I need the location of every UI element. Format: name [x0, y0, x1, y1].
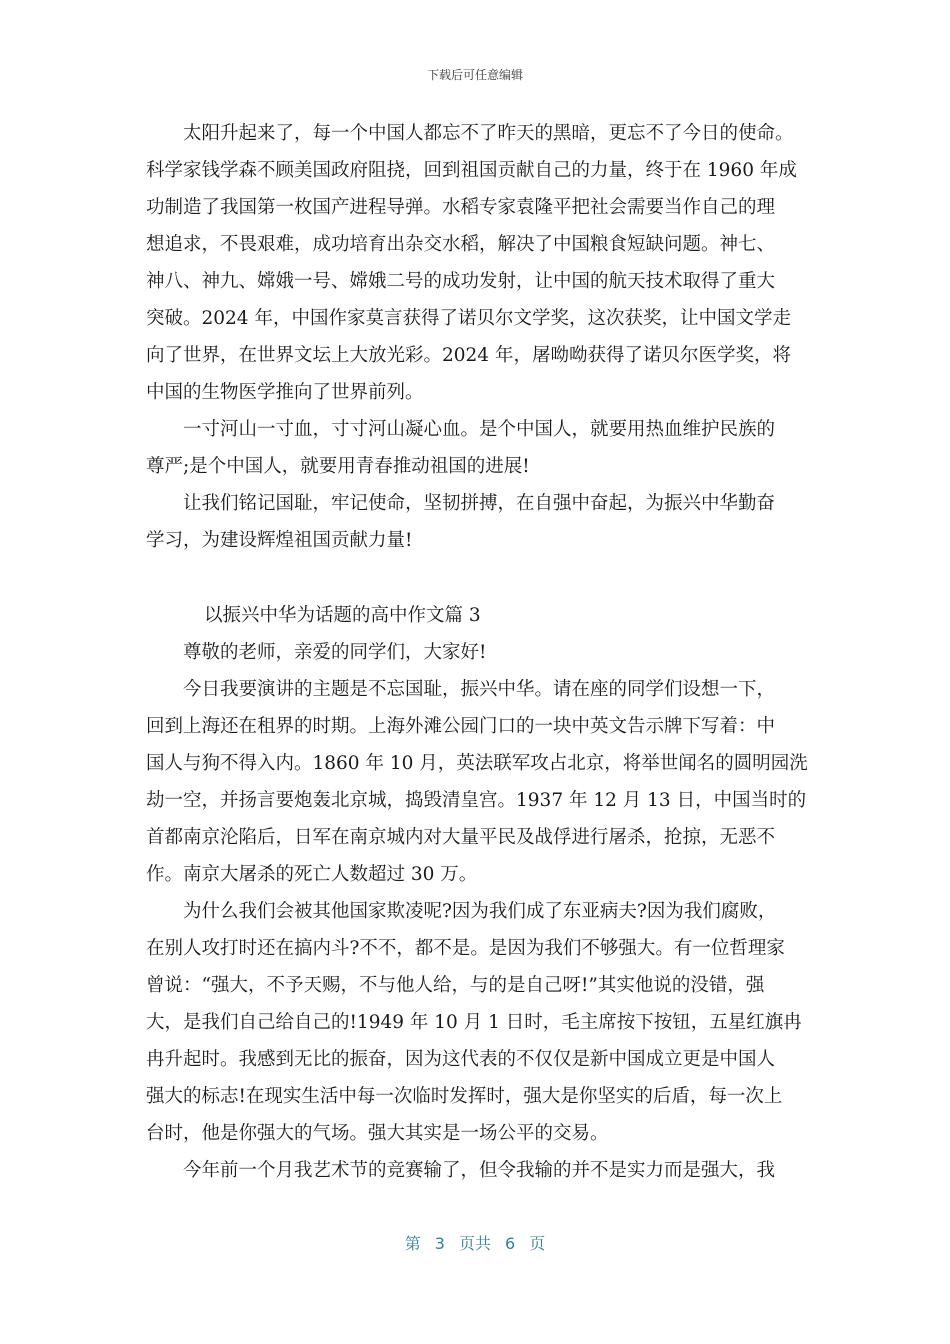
paragraph-line: 学习，为建设辉煌祖国贡献力量! [146, 530, 413, 551]
header-note: 下载后可任意编辑 [426, 68, 523, 82]
paragraph-line: 一寸河山一寸血，寸寸河山凝心血。是个中国人，就要用热血维护民族的 [183, 419, 776, 440]
paragraph-line: 尊严;是个中国人，就要用青春推动祖国的进展! [146, 456, 530, 477]
paragraph-line: 大，是我们自己给自己的!1949 年 10 月 1 日时，毛主席按下按钮，五星红旗冉 [146, 1012, 802, 1033]
paragraph-line: 曾说：“强大，不予天赐，不与他人给，与的是自己呀!”其实他说的没错，强 [146, 975, 765, 996]
page-prefix: 第 [404, 1234, 421, 1253]
paragraph-line: 国人与狗不得入内。1860 年 10 月，英法联军攻占北京，将举世闻名的圆明园洗 [146, 753, 808, 774]
paragraph-line: 想追求，不畏艰难，成功培育出杂交水稻，解决了中国粮食短缺问题。神七、 [146, 234, 776, 255]
paragraph-line: 太阳升起来了，每一个中国人都忘不了昨天的黑暗，更忘不了今日的使命。 [183, 123, 794, 144]
section-title: 以振兴中华为话题的高中作文篇 3 [204, 605, 481, 626]
page-suffix: 页 [529, 1234, 546, 1253]
paragraph-line: 劫一空，并扬言要炮轰北京城，捣毁清皇宫。1937 年 12 月 13 日，中国当时的 [146, 790, 807, 811]
paragraph-line: 在别人攻打时还在搞内斗?不不，都不是。是因为我们不够强大。有一位哲理家 [146, 938, 785, 959]
paragraph-line: 向了世界，在世界文坛上大放光彩。2024 年，屠呦呦获得了诺贝尔医学奖，将 [146, 345, 791, 366]
page-number-footer [0, 1231, 950, 1254]
paragraph-line: 冉升起时。我感到无比的振奋，因为这代表的不仅仅是新中国成立更是中国人 [146, 1049, 776, 1070]
paragraph-line: 强大的标志!在现实生活中每一次临时发挥时，强大是你坚实的后盾，每一次上 [146, 1086, 783, 1107]
paragraph-line: 科学家钱学森不顾美国政府阻挠，回到祖国贡献自己的力量，终于在 1960 年成 [146, 160, 797, 181]
current-page-number: 3 [434, 1234, 445, 1253]
paragraph-line: 今年前一个月我艺术节的竞赛输了，但令我输的并不是实力而是强大，我 [183, 1160, 776, 1181]
paragraph-line: 让我们铭记国耻，牢记使命，坚韧拼搏，在自强中奋起，为振兴中华勤奋 [183, 493, 776, 514]
paragraph-line: 台时，他是你强大的气场。强大其实是一场公平的交易。 [146, 1123, 609, 1144]
paragraph-line: 神八、神九、嫦娥一号、嫦娥二号的成功发射，让中国的航天技术取得了重大 [146, 271, 776, 292]
paragraph-line: 中国的生物医学推向了世界前列。 [146, 382, 424, 403]
total-pages-number: 6 [505, 1234, 516, 1253]
paragraph-line: 功制造了我国第一枚国产进程导弹。水稻专家袁隆平把社会需要当作自己的理 [146, 197, 776, 218]
paragraph-line: 作。南京大屠杀的死亡人数超过 30 万。 [146, 864, 478, 885]
paragraph-line: 为什么我们会被其他国家欺凌呢?因为我们成了东亚病夫?因为我们腐败， [183, 901, 777, 922]
paragraph-line: 回到上海还在租界的时期。上海外滩公园门口的一块中英文告示牌下写着：中 [146, 716, 776, 737]
greeting-line: 尊敬的老师，亲爱的同学们，大家好! [183, 642, 487, 663]
paragraph-line: 今日我要演讲的主题是不忘国耻，振兴中华。请在座的同学们设想一下， [183, 679, 776, 700]
page-middle-text: 页共 [458, 1234, 491, 1253]
paragraph-line: 首都南京沦陷后，日军在南京城内对大量平民及战俘进行屠杀，抢掠，无恶不 [146, 827, 776, 848]
paragraph-line: 突破。2024 年，中国作家莫言获得了诺贝尔文学奖，这次获奖，让中国文学走 [146, 308, 791, 329]
